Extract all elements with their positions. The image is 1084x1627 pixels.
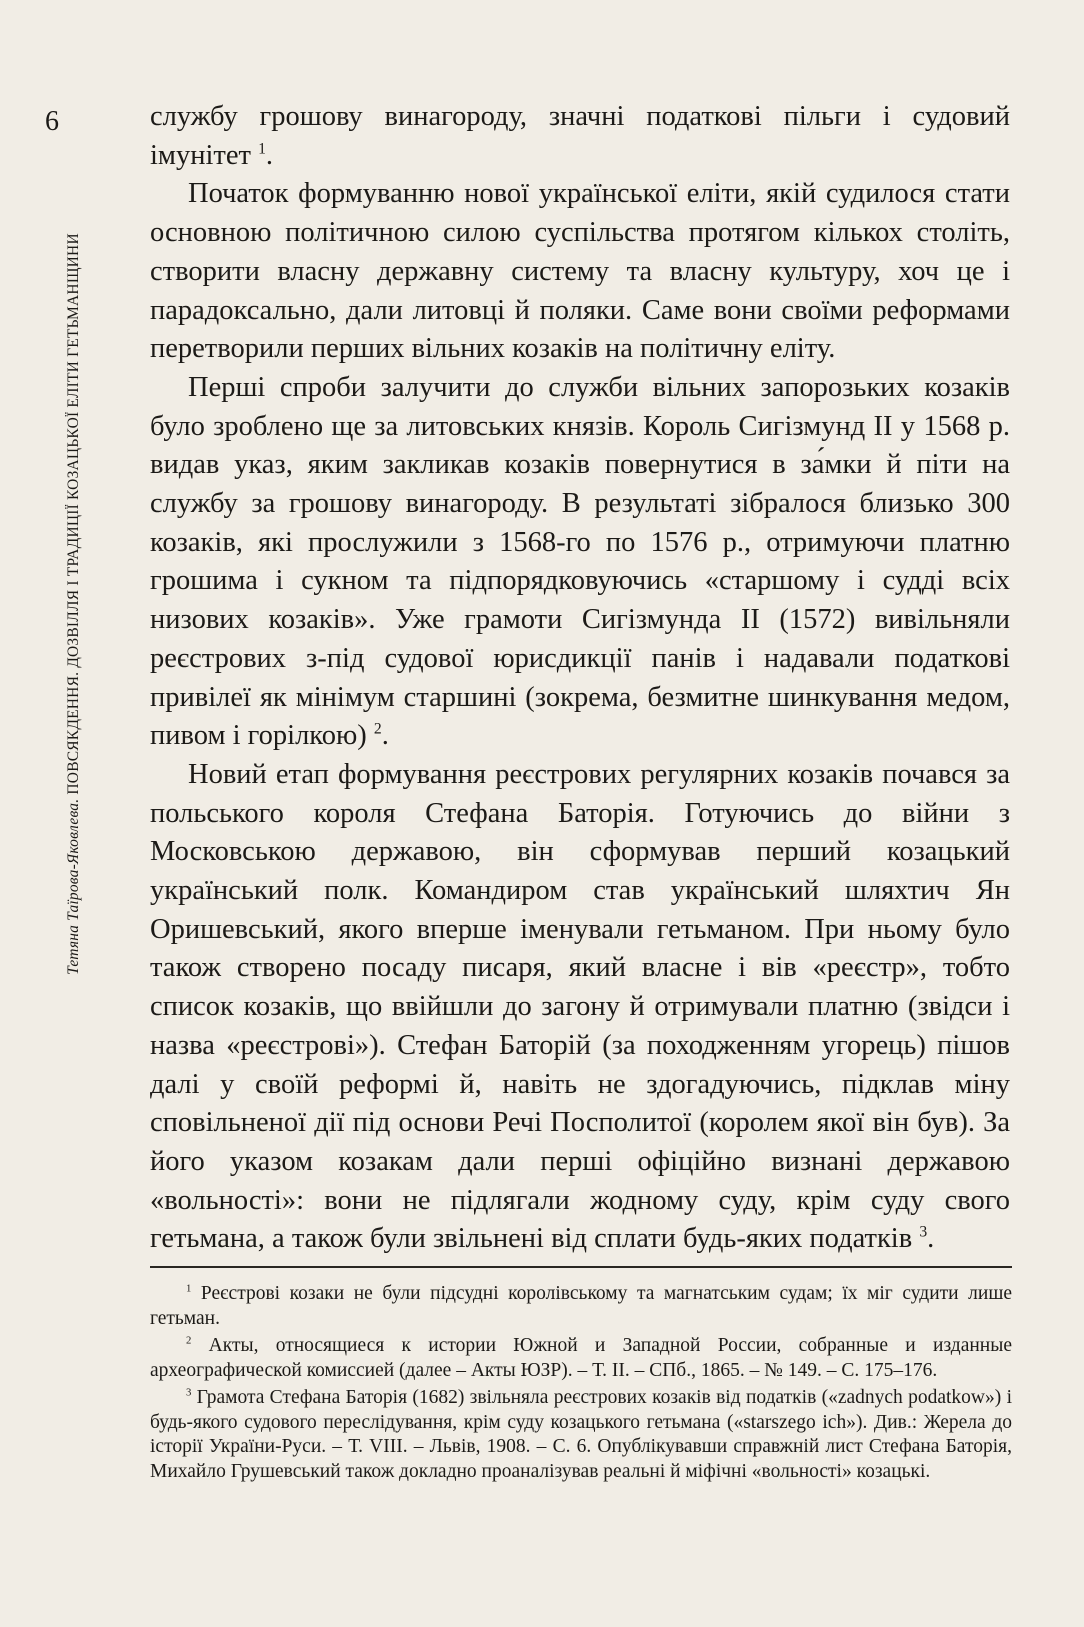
paragraph: Новий етап формування реєстрових регулярних козаків почався за польського короля Стефана Баторія. Готуючись до війни з Московською державою, він сформував перший козацький український полк. Командиром став український шляхтич Ян Оришевський, якого вперше іменували гетьманом. При ньому було також створено посаду писаря, який власне і вів «реєстр», тобто список козаків, що ввійшли до загону й отримували платню (звідси і назва «реєстрові»). Стефан Баторій (за походженням угорець) пішов далі у своїй реформі й, навіть не здогадуючись, підклав міну сповільненої дії під основи Речі Посполитої (королем якої він був). За його указом козакам дали перші офіційно визнані державою «вольності»: вони не підлягали жодному суду, крім суду свого гетьмана, а також були звільнені від сплати будь-яких податків $^3$. — [150, 758, 1010, 1255]
footnote: $^2$ Акты, относящиеся к истории Южной и Западной России, собранные и изданные археографической комиссией (далее – Акты ЮЗР). – Т. II. – СПб., 1865. – № 149. – С. 175–176. — [150, 1334, 1012, 1381]
footnote-mark: 2 — [186, 1334, 192, 1347]
running-head-title: ПОВСЯКДЕННЯ. ДОЗВІЛЛЯ І ТРАДИЦІЇ КОЗАЦЬКОЇ ЕЛІТИ ГЕТЬМАНЩИНИ — [65, 233, 82, 795]
body-text — [150, 98, 1010, 1259]
running-head-author: Тетяна Таїрова-Яковлева. — [65, 798, 82, 975]
footnote-ref: 1 — [258, 140, 266, 158]
footnote-ref: 3 — [919, 1223, 928, 1241]
paragraph: службу грошову винагороду, значні податкові пільги і судовий імунітет $^1$. — [150, 101, 1010, 171]
footnote: $^1$ Реєстрові козаки не були підсудні королівському та магнатським судам; їх міг судити лише гетьман. — [150, 1282, 1012, 1329]
footnotes — [150, 1282, 1012, 1484]
footnote-mark: 1 — [186, 1282, 192, 1295]
paragraph: Перші спроби залучити до служби вільних запорозьких козаків було зроблено ще за литовських князів. Король Сигізмунд II у 1568 р. видав указ, яким закликав козаків повернутися в за́мки й піти на службу за грошову винагороду. В результаті зібралося близько 300 козаків, які прослужили з 1568-го по 1576 р., отримуючи платню грошима і сукном та підпорядковуючись «старшому і судді всіх низових козаків». Уже грамоти Сигізмунда II (1572) вивільняли реєстрових з-під судової юрисдикції панів і надавали податкові привілеї як мінімум старшині (зокрема, безмитне шинкування медом, пивом і горілкою) $^2$. — [150, 371, 1010, 752]
footnote-ref: 2 — [373, 720, 382, 738]
running-head — [61, 194, 87, 1014]
footnote-divider — [150, 1266, 1012, 1268]
footnote-mark: 3 — [186, 1386, 192, 1399]
paragraph: Початок формуванню нової української еліти, якій судилося стати основною політичною силою суспільства протягом кількох століть, створити власну державну систему та власну культуру, хоч це і парадоксально, дали литовці й поляки. Саме вони своїми реформами перетворили перших вільних козаків на політичну еліту. — [150, 178, 1010, 365]
footnote: $^3$ Грамота Стефана Баторія (1682) звільняла реєстрових козаків від податків («zadnych podatkow») і будь-якого судового переслідування, крім суду козацького гетьмана («starszego ich»). Див.: Жерела до історії України-Руси. – Т. VIII. – Львів, 1908. – С. 6. Опублікувавши справжній лист Стефана Баторія, Михайло Грушевський також докладно проаналізував реальні й міфічні «вольності» козацькі. — [150, 1386, 1012, 1482]
page-number: 6 — [45, 106, 59, 137]
